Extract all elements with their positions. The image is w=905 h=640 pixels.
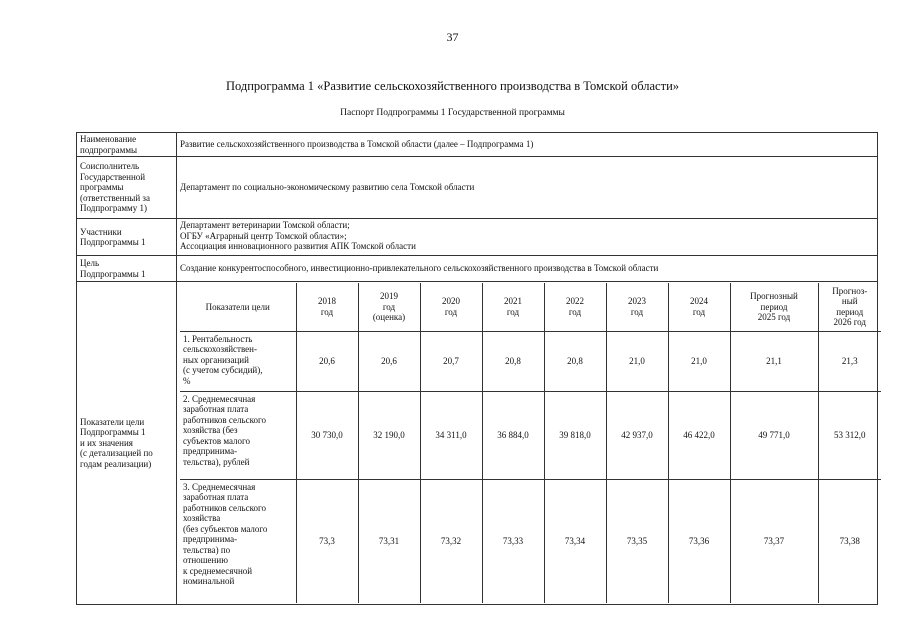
label-line: Наименование (80, 134, 137, 144)
indicator-row (180, 331, 881, 391)
indicator-value: 73,36 (668, 479, 730, 603)
indicators-table (180, 283, 881, 603)
indicator-name-line: номинальной (183, 576, 235, 586)
indicator-name-line: отношению (183, 555, 228, 565)
indicator-name-line: тельства), рублей (183, 456, 250, 467)
page-number: 37 (446, 30, 459, 44)
header-line: 2020 (442, 296, 460, 307)
label-line: программы (80, 182, 124, 193)
label-line: Цель (80, 258, 100, 268)
label-name (77, 133, 177, 157)
label-line: (с детализацией по (80, 448, 153, 459)
indicator-value: 42 937,0 (606, 391, 668, 479)
indicator-value: 20,6 (296, 331, 358, 391)
header-line: 2026 год (833, 317, 867, 328)
value-name: Развитие сельскохозяйственного производства в Томской области (далее – Подпрограмма 1) (177, 133, 878, 157)
header-line: Прогноз- (832, 285, 868, 296)
value-coexecutor: Департамент по социально-экономическому развитию села Томской области (177, 157, 878, 219)
indicator-value: 46 422,0 (668, 391, 730, 479)
header-line: 2022 (566, 296, 584, 307)
label-line: подпрограммы (80, 144, 138, 155)
header-line: 2021 (504, 296, 522, 307)
indicator-value: 73,35 (606, 479, 668, 603)
indicator-name (180, 479, 296, 603)
header-line: период (836, 306, 864, 317)
indicator-name (180, 391, 296, 479)
indicator-value: 34 311,0 (420, 391, 482, 479)
header-line: год (692, 306, 706, 317)
header-line: период (760, 301, 788, 312)
header-year-4 (544, 283, 606, 331)
document-title: Подпрограмма 1 «Развитие сельскохозяйственного производства в Томской области» (225, 79, 680, 93)
label-goal (77, 256, 177, 282)
indicator-value: 73,3 (296, 479, 358, 603)
header-year-3 (482, 283, 544, 331)
label-line: Подпрограммы 1 (80, 427, 146, 438)
indicator-value: 21,0 (606, 331, 668, 391)
indicator-name-line: 2. Среднемесячная (183, 393, 256, 404)
indicators-header-row (180, 283, 881, 331)
indicator-name-line: (с учетом субсидий), (183, 365, 263, 375)
header-line: 2019 (380, 291, 398, 301)
indicator-value: 73,32 (420, 479, 482, 603)
label-line: Участники (80, 226, 122, 237)
header-indicator-name: Показатели цели (180, 283, 296, 331)
header-line: 2025 год (757, 312, 791, 322)
indicator-value: 73,31 (358, 479, 420, 603)
label-line: (ответственный за (80, 192, 150, 203)
label-line: Государственной (80, 171, 146, 182)
indicator-value: 20,8 (544, 331, 606, 391)
row-coexecutor (77, 157, 878, 219)
indicator-name-line: субъектов малого (183, 435, 250, 446)
label-line: и их значения (80, 437, 133, 448)
header-line: год (630, 306, 644, 317)
indicator-value: 21,1 (730, 331, 818, 391)
header-line: год (382, 301, 396, 312)
indicator-name-line: хозяйства (183, 513, 221, 523)
indicator-name-line: % (183, 375, 191, 386)
header-year-7 (730, 283, 818, 331)
header-year-5 (606, 283, 668, 331)
header-line: ный (841, 296, 858, 307)
label-line: годам реализации) (80, 458, 152, 469)
indicator-row (180, 479, 881, 603)
participant: Департамент ветеринарии Томской области; (180, 220, 350, 230)
indicator-value: 73,38 (818, 479, 881, 603)
indicator-name-line: 1. Рентабельность (183, 333, 253, 344)
indicator-name-line: тельства) по (183, 544, 231, 555)
indicator-value: 32 190,0 (358, 391, 420, 479)
label-line: Соисполнитель (80, 161, 140, 172)
header-line: (оценка) (372, 312, 406, 322)
indicator-value: 53 312,0 (818, 391, 881, 479)
row-name (77, 133, 878, 157)
document-subtitle: Паспорт Подпрограммы 1 Государственной программы (340, 108, 565, 118)
indicator-name-line: хозяйства (без (183, 425, 238, 435)
indicator-name-line: к среднемесячной (183, 565, 253, 576)
header-line: 2024 (690, 296, 708, 307)
label-indicators (77, 282, 177, 605)
header-year-1 (358, 283, 420, 331)
header-year-0 (296, 283, 358, 331)
header-line: год (568, 306, 582, 317)
value-goal: Создание конкурентоспособного, инвестиционно-привлекательного сельскохозяйственного производства в Томской области (177, 256, 878, 282)
indicator-name-line: предпринима- (183, 534, 238, 544)
indicator-value: 20,6 (358, 331, 420, 391)
header-line: 2018 (318, 296, 336, 307)
indicator-value: 73,34 (544, 479, 606, 603)
indicator-value: 73,37 (730, 479, 818, 603)
indicator-value: 36 884,0 (482, 391, 544, 479)
label-participants (77, 219, 177, 256)
indicator-value: 73,33 (482, 479, 544, 603)
indicator-value: 30 730,0 (296, 391, 358, 479)
indicator-row (180, 391, 881, 479)
indicator-name-line: предпринима- (183, 446, 238, 456)
row-indicators (77, 282, 878, 605)
indicator-value: 49 771,0 (730, 391, 818, 479)
label-line: Показатели цели (80, 416, 145, 427)
indicator-name-line: работников сельского (183, 414, 267, 425)
header-line: год (320, 306, 334, 317)
indicators-container (177, 282, 878, 605)
indicator-name (180, 331, 296, 391)
header-year-6 (668, 283, 730, 331)
header-year-8 (818, 283, 881, 331)
indicator-value: 21,3 (818, 331, 881, 391)
indicator-name-line: заработная плата (183, 404, 249, 414)
indicator-value: 21,0 (668, 331, 730, 391)
indicator-name-line: сельскохозяйствен- (183, 344, 257, 354)
value-participants (177, 219, 878, 256)
label-line: Подпрограмму 1) (80, 203, 147, 214)
indicator-name-line: 3. Среднемесячная (183, 481, 256, 492)
header-line: 2023 (628, 296, 646, 307)
indicator-name-line: ных организаций (183, 354, 249, 365)
label-line: Подпрограммы 1 (80, 237, 146, 247)
header-line: Прогнозный (750, 291, 798, 301)
indicator-value: 39 818,0 (544, 391, 606, 479)
indicator-value: 20,7 (420, 331, 482, 391)
passport-table (76, 132, 878, 605)
indicator-name-line: заработная плата (183, 492, 249, 502)
participant: ОГБУ «Аграрный центр Томской области»; (180, 230, 347, 241)
indicator-value: 20,8 (482, 331, 544, 391)
indicator-name-line: (без субъектов малого (183, 523, 268, 534)
row-goal (77, 256, 878, 282)
label-line: Подпрограммы 1 (80, 268, 146, 279)
header-year-2 (420, 283, 482, 331)
row-participants (77, 219, 878, 256)
header-line: год (444, 306, 458, 317)
label-coexecutor (77, 157, 177, 219)
header-line: год (506, 306, 520, 317)
participant: Ассоциация инновационного развития АПК Томской области (180, 241, 416, 251)
indicator-name-line: работников сельского (183, 502, 267, 513)
